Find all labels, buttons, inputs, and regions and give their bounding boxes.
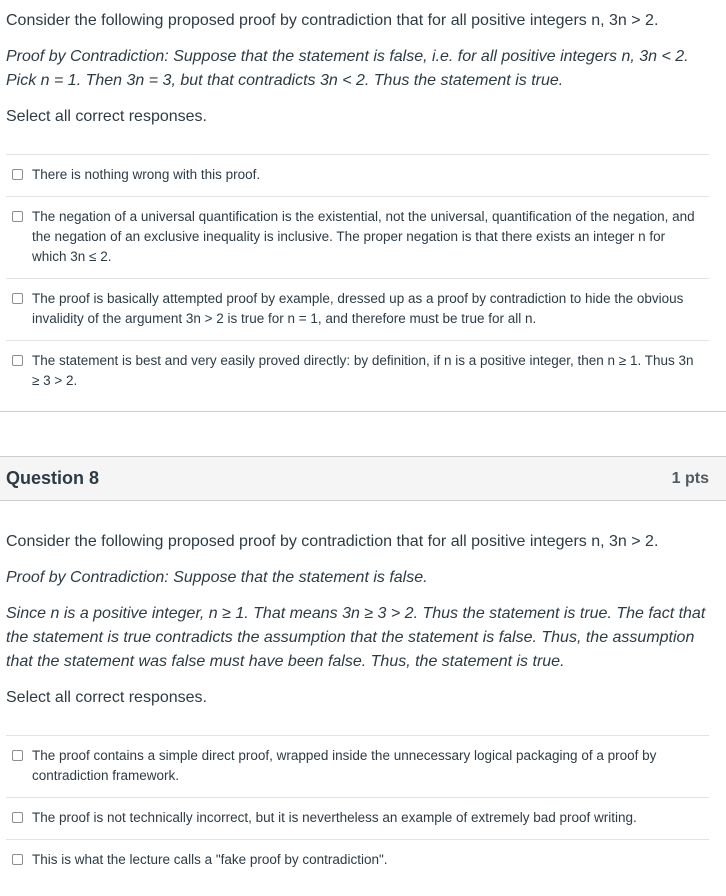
question-7-instruction-wrap — [0, 105, 213, 129]
answer-label: The proof contains a simple direct proof, wrapped inside the unnecessary logical packaging of a proof by contradiction framework. — [32, 748, 657, 783]
question-8-title: Question 8 — [6, 468, 100, 488]
question-7-proof-line-2: Pick n = 1. Then 3n = 3, but that contradicts 3n < 2. Thus the statement is true. — [6, 72, 564, 89]
question-8-answer-list — [6, 735, 709, 881]
question-8-instruction-wrap — [0, 686, 213, 710]
question-7-answer-2[interactable] — [6, 197, 709, 279]
question-8-points: 1 pts — [671, 469, 709, 487]
answer-checkbox[interactable] — [12, 211, 23, 222]
question-8-proof-body-wrap — [0, 602, 714, 674]
answer-label: The statement is best and very easily proved directly: by definition, if n is a positive integer, then n ≥ 1. Thus 3n ≥ 3 > 2. — [32, 353, 694, 388]
answer-checkbox[interactable] — [12, 169, 23, 180]
question-8-stem — [0, 530, 664, 554]
question-8-answer-2[interactable] — [6, 798, 709, 840]
question-7-stem — [0, 9, 664, 33]
question-7-instruction: Select all correct responses. — [6, 108, 207, 125]
answer-label: This is what the lecture calls a "fake proof by contradiction". — [32, 852, 388, 867]
answer-checkbox[interactable] — [12, 854, 23, 865]
question-8-header — [0, 456, 726, 501]
answer-checkbox[interactable] — [12, 293, 23, 304]
question-8-statement: Consider the following proposed proof by contradiction that for all positive integers n, 3n > 2. — [6, 533, 659, 550]
question-8-answer-1[interactable] — [6, 736, 709, 798]
question-7-answer-4[interactable] — [6, 341, 709, 402]
question-7-statement: Consider the following proposed proof by contradiction that for all positive integers n, 3n > 2. — [6, 12, 659, 29]
answer-checkbox[interactable] — [12, 812, 23, 823]
question-7-answer-1[interactable] — [6, 155, 709, 197]
question-7-answer-list — [6, 154, 709, 402]
question-8-answer-3[interactable] — [6, 840, 709, 881]
answer-checkbox[interactable] — [12, 750, 23, 761]
question-7-proof-line-1: Proof by Contradiction: Suppose that the statement is false, i.e. for all positive integers n, 3n < 2. — [6, 48, 689, 65]
question-8-proof-intro-wrap — [0, 566, 434, 590]
answer-label: There is nothing wrong with this proof. — [32, 167, 261, 182]
answer-label: The negation of a universal quantification is the existential, not the universal, quantification of the negation, and the negation of an exclusive inequality is inclusive. The proper negation is that there exists an integer n for which 3n ≤ 2. — [32, 209, 695, 264]
question-7-answer-3[interactable] — [6, 279, 709, 341]
question-7-proof — [0, 45, 695, 93]
question-8-instruction: Select all correct responses. — [6, 689, 207, 706]
question-8-proof-body: Since n is a positive integer, n ≥ 1. That means 3n ≥ 3 > 2. Thus the statement is true. The fact that the statement is true contradicts the assumption that the statement is false. Thus, the assumption that the statement was false must have been false. Thus, the statement is true. — [6, 605, 706, 670]
question-8-proof-intro: Proof by Contradiction: Suppose that the statement is false. — [6, 569, 428, 586]
answer-label: The proof is basically attempted proof by example, dressed up as a proof by contradiction to hide the obvious invalidity of the argument 3n > 2 is true for n = 1, and therefore must be true for all n. — [32, 291, 684, 326]
answer-label: The proof is not technically incorrect, but it is nevertheless an example of extremely bad proof writing. — [32, 810, 637, 825]
question-divider — [0, 411, 726, 412]
answer-checkbox[interactable] — [12, 355, 23, 366]
